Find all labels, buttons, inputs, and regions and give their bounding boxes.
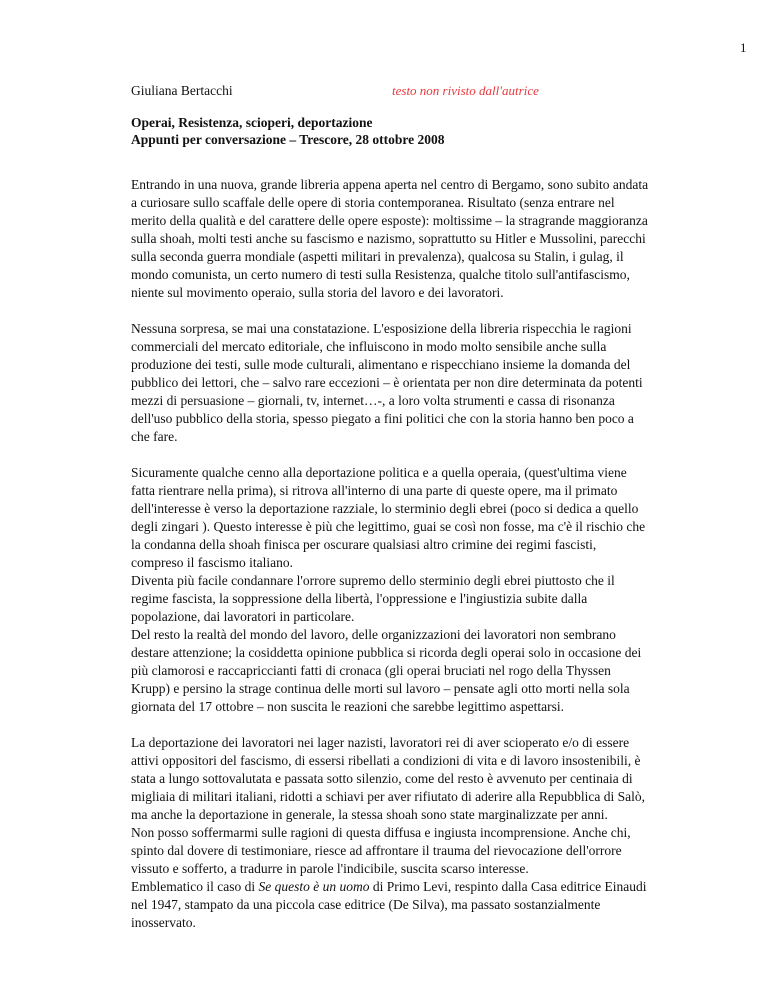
document-body (131, 176, 651, 950)
revision-note: testo non rivisto dall'autrice (392, 83, 539, 98)
title-line-2: Appunti per conversazione – Trescore, 28 ottobre 2008 (131, 132, 445, 147)
paragraph: Del resto la realtà del mondo del lavoro, delle organizzazioni dei lavoratori non sembrano destare attenzione; la cosiddetta opinione pubblica si ricorda degli operai solo in occasione dei più clamorosi e raccapriccianti fatti di cronaca (gli operai bruciati nel rogo della Thyssen Krupp) e persino la strage continua delle morti sul lavoro – pensate agli otto morti nella sola giornata del 17 ottobre – non suscita le reazioni che sarebbe legittimo aspettarsi. (131, 627, 642, 714)
paragraph (131, 878, 651, 932)
paragraph-text-start: Emblematico il caso di (131, 879, 259, 894)
paragraph: La deportazione dei lavoratori nei lager nazisti, lavoratori rei di aver scioperato e/o di essere attivi oppositori del fascismo, di essersi ribellati a condizioni di vita e di lavoro insostenibili, è stata a lungo sottovalutata e passata sotto silenzio, come del resto è avvenuto per centinaia di migliaia di militari italiani, ridotti a schiavi per aver rifiutato di aderire alla Repubblica di Salò, ma anche la deportazione in generale, la stessa shoah sono state marginalizzate per anni. (131, 735, 645, 822)
page-number: 1 (740, 40, 747, 55)
paragraph: Entrando in una nuova, grande libreria appena aperta nel centro di Bergamo, sono subito andata a curiosare sullo scaffale delle opere di storia contemporanea. Risultato (senza entrare nel merito della qualità e del carattere delle opere esposte): moltissime – la stragrande maggioranza sulla shoah, molti testi anche su fascismo e nazismo, soprattutto su Hitler e Mussolini, parecchi sulla seconda guerra mondiale (aspetti militari in prevalenza), qualcosa su Stalin, i gulag, il mondo comunista, un certo numero di testi sulla Resistenza, qualche titolo sull'antifascismo, niente sul movimento operaio, sulla storia del lavoro e dei lavoratori. (131, 177, 649, 300)
paragraph: Nessuna sorpresa, se mai una constatazione. L'esposizione della libreria rispecchia le ragioni commerciali del mercato editoriale, che influiscono in modo molto sensibile anche sulla produzione dei testi, sulle mode culturali, alimentano e rispecchiano insieme la domanda del pubblico dei lettori, che – salvo rare eccezioni – è orientata per non dire determinata da potenti mezzi di persuasione – giornali, tv, internet…-, a loro volta strumenti e cassa di risonanza dell'uso pubblico della storia, spesso piegato a fini politici che con la storia hanno ben poco a che fare. (131, 321, 643, 444)
paragraph: Diventa più facile condannare l'orrore supremo dello sterminio degli ebrei piuttosto che il regime fascista, la soppressione della libertà, l'oppressione e l'ingiustizia subite dalla popolazione, dai lavoratori in particolare. (131, 573, 615, 624)
title-line-1: Operai, Resistenza, scioperi, deportazione (131, 115, 373, 130)
paragraph-text-end: di Primo Levi, respinto dalla Casa editrice Einaudi nel 1947, stampato da una piccola case editrice (De Silva), ma passato sostanzialmente inosservato. (131, 879, 647, 930)
document-title (131, 114, 651, 148)
paragraph: Sicuramente qualche cenno alla deportazione politica e a quella operaia, (quest'ultima viene fatta rientrare nella prima), si ritrova all'interno di una parte di queste opere, ma il primato dell'interesse è verso la deportazione razziale, lo sterminio degli ebrei (poco si dedica a quello degli zingari ). Questo interesse è più che legittimo, guai se così non fosse, ma c'è il rischio che la condanna della shoah finisca per oscurare qualsiasi altro crimine dei regimi fascisti, compreso il fascismo italiano. (131, 465, 646, 570)
book-title: Se questo è un uomo (258, 879, 370, 894)
paragraph: Non posso soffermarmi sulle ragioni di questa diffusa e ingiusta incomprensione. Anche chi, spinto dal dovere di testimoniare, riesce ad affrontare il trauma del rievocazione dell'orrore vissuto e sofferto, a tradurre in parole l'indicibile, suscita scarso interesse. (131, 825, 631, 876)
author-name: Giuliana Bertacchi (131, 83, 233, 98)
